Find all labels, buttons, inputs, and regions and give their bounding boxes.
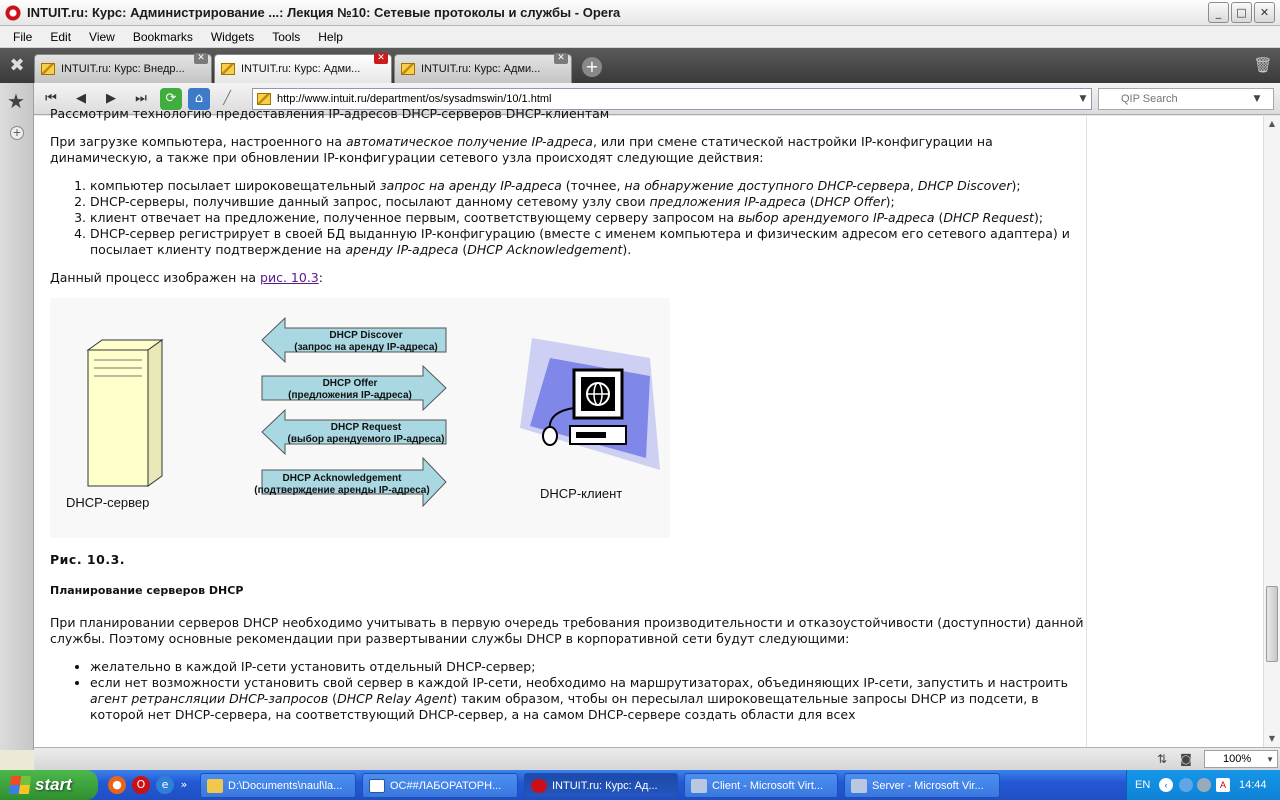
zoom-control[interactable] [1204, 750, 1278, 768]
list-item: 1. компьютер посылает широковещательный запрос на аренду IP-адреса (точнее, на обнаружение доступного DHCP-сервера, DHCP Discover); [90, 178, 1086, 194]
list-item: 4. DHCP-сервер регистрирует в своей БД выданную IP-конфигурацию (вместе с именем компьютера и физическим адресом его сетевого адаптера) и посылает клиенту подтверждение на аренду IP-адреса (DHCP Acknowledgement). [90, 226, 1086, 258]
trash-icon[interactable]: 🗑 [1253, 56, 1273, 74]
zoom-value: 100% [1223, 753, 1252, 765]
task-explorer[interactable]: D:\Documents\naul\la... [200, 773, 356, 798]
recommendations-list [50, 659, 1086, 723]
vertical-scrollbar[interactable] [1263, 116, 1280, 747]
search-field[interactable] [1098, 88, 1274, 110]
firefox-icon[interactable]: ● [108, 776, 126, 794]
start-label: start [35, 775, 72, 794]
site-favicon-icon [401, 63, 415, 75]
star-icon[interactable]: ★ [7, 89, 25, 113]
search-input[interactable] [1099, 92, 1249, 106]
network-icon[interactable] [1179, 778, 1193, 792]
arrow-discover-subtitle: (запрос на аренду IP-адреса) [294, 342, 438, 353]
minimize-button[interactable]: _ [1208, 2, 1229, 23]
back-icon[interactable]: ◀ [76, 91, 86, 106]
tab-label: INTUIT.ru: Курс: Внедр... [61, 63, 185, 75]
tab-3[interactable] [394, 54, 572, 83]
server-icon [88, 340, 162, 486]
camera-icon[interactable]: ◙ [1180, 752, 1192, 766]
cut-heading: Рассмотрим технологию предоставления IP-адресов DHCP-серверов DHCP-клиентам [50, 106, 610, 121]
client-computer-icon [520, 338, 660, 470]
tab-bar [0, 48, 1280, 83]
chevron-down-icon[interactable]: ▼ [1266, 754, 1274, 764]
internet-explorer-icon[interactable]: e [156, 776, 174, 794]
taskbar [0, 770, 1280, 800]
add-panel-icon[interactable]: + [10, 126, 24, 140]
tab-close-icon[interactable]: ✕ [194, 53, 208, 64]
collapse-tray-icon[interactable]: ‹ [1159, 778, 1173, 792]
arrow-offer-subtitle: (предложения IP-адреса) [288, 390, 412, 401]
wand-icon[interactable]: ╱ [223, 91, 231, 106]
chevron-down-icon[interactable]: ▼ [1253, 94, 1261, 104]
language-indicator[interactable]: EN [1135, 779, 1151, 791]
fast-forward-icon[interactable]: ⏭ [135, 91, 147, 106]
rewind-icon[interactable]: ⏮ [45, 91, 57, 106]
start-button[interactable] [0, 770, 98, 800]
tab-1[interactable] [34, 54, 212, 83]
site-favicon-icon [221, 63, 235, 75]
right-sidebar [1086, 116, 1263, 747]
process-paragraph: Данный процесс изображен на рис. 10.3: [50, 270, 323, 285]
acrobat-icon[interactable]: A [1216, 778, 1230, 792]
menu-help[interactable]: Help [318, 29, 343, 44]
paragraph-planning: При планировании серверов DHCP необходимо учитывать в первую очередь требования производительности и отказоустойчивости (доступности) данной службы. Поэтому основные рекомендации при развертывании службы DHCP в корпоративной сети будут следующими: [50, 615, 1084, 646]
opera-icon[interactable]: O [132, 776, 150, 794]
figure-caption: Рис. 10.3. [50, 552, 126, 567]
chevron-down-icon[interactable]: ▼ [1079, 94, 1087, 104]
site-favicon-icon [257, 93, 271, 105]
menu-tools[interactable]: Tools [272, 29, 301, 44]
home-icon[interactable]: ⌂ [188, 88, 210, 110]
section-heading: Планирование серверов DHCP [50, 584, 244, 597]
tab-label: INTUIT.ru: Курс: Адми... [421, 63, 541, 75]
figure-link[interactable]: рис. 10.3 [260, 270, 319, 285]
close-button[interactable]: ✕ [1254, 2, 1275, 23]
scroll-down-icon[interactable]: ▼ [1268, 734, 1276, 743]
paragraph-intro: При загрузке компьютера, настроенного на автоматическое получение IP-адреса, или при смене статической настройки IP-конфигурации на динамическую, а также при обновлении IP-конфигурации сетевого узла происходят следующие действия: [50, 134, 993, 165]
status-bar [34, 747, 1280, 770]
menu-edit[interactable]: Edit [50, 29, 72, 44]
new-tab-icon[interactable]: + [582, 57, 602, 77]
task-word[interactable]: ОС##ЛАБОРАТОРН... [362, 773, 518, 798]
arrow-request-subtitle: (выбор арендуемого IP-адреса) [287, 434, 445, 445]
menu-bookmarks[interactable]: Bookmarks [132, 29, 193, 44]
side-panel-strip [0, 83, 34, 750]
dhcp-diagram [50, 298, 670, 538]
reload-icon[interactable]: ⟳ [160, 88, 182, 110]
menu-widgets[interactable]: Widgets [210, 29, 255, 44]
menu-file[interactable]: File [13, 29, 33, 44]
steps-list [50, 178, 1086, 258]
opera-logo-icon [5, 5, 21, 21]
arrow-offer-title: DHCP Offer [322, 378, 378, 389]
arrow-discover-title: DHCP Discover [329, 330, 403, 341]
windows-logo-icon [9, 776, 32, 794]
tab-label: INTUIT.ru: Курс: Адми... [241, 63, 361, 75]
tab-close-icon[interactable]: ✕ [554, 53, 568, 64]
title-bar [0, 0, 1280, 26]
forward-icon[interactable]: ▶ [106, 91, 116, 106]
scroll-up-icon[interactable]: ▲ [1268, 119, 1276, 128]
arrow-request-title: DHCP Request [330, 422, 402, 433]
server-label: DHCP-сервер [66, 495, 150, 510]
maximize-button[interactable]: □ [1231, 2, 1252, 23]
client-label: DHCP-клиент [540, 486, 623, 501]
opera-icon [531, 779, 547, 793]
dhcp-figure [50, 298, 670, 538]
virtual-pc-icon [851, 779, 867, 793]
arrow-ack-title: DHCP Acknowledgement [282, 473, 402, 484]
virtual-pc-icon [691, 779, 707, 793]
scroll-thumb[interactable] [1266, 586, 1278, 662]
window-title: INTUIT.ru: Курс: Администрирование ...: Лекция №10: Сетевые протоколы и службы - Opera [27, 5, 621, 20]
menu-bar [0, 26, 1280, 48]
list-item: • желательно в каждой IP-сети установить отдельный DHCP-сервер; [90, 659, 1086, 675]
task-opera[interactable]: INTUIT.ru: Курс: Ад... [524, 773, 678, 798]
more-icon[interactable]: » [180, 778, 188, 791]
volume-icon[interactable] [1197, 778, 1211, 792]
list-item: • если нет возможности установить свой сервер в каждой IP-сети, необходимо на маршрутизаторах, объединяющих IP-сети, запустить и настроить агент ретрансляции DHCP-запросов (DHCP Relay Agent) таким образом, чтобы он пересылал широковещательные запросы DHCP из подсети, в которой нет DHCP-сервера, на соответствующий DHCP-сервер, а на самом DHCP-сервере создать области для всех [90, 675, 1086, 723]
system-tray [1126, 770, 1280, 800]
arrow-ack-subtitle: (подтверждение аренды IP-адреса) [254, 485, 430, 496]
wrench-icon[interactable]: ✖ [9, 55, 25, 76]
clock: 14:44 [1239, 779, 1267, 791]
url-text[interactable]: http://www.intuit.ru/department/os/sysadmswin/10/1.html [277, 93, 552, 105]
tab-2-active[interactable] [214, 54, 392, 83]
task-client-vm[interactable]: Client - Microsoft Virt... [684, 773, 838, 798]
list-item: 2. DHCP-серверы, получившие данный запрос, посылают данному сетевому узлу свои предложения IP-адреса (DHCP Offer); [90, 194, 1086, 210]
network-icon[interactable]: ⇅ [1156, 752, 1168, 766]
tab-close-icon[interactable]: ✕ [374, 53, 388, 64]
folder-icon [207, 779, 223, 793]
word-icon [369, 779, 385, 793]
menu-view[interactable]: View [89, 29, 115, 44]
article [50, 106, 1086, 723]
page-content [34, 106, 1263, 747]
site-favicon-icon [41, 63, 55, 75]
list-item: 3. клиент отвечает на предложение, полученное первым, соответствующему серверу запросом на выбор арендуемого IP-адреса (DHCP Request); [90, 210, 1086, 226]
task-server-vm[interactable]: Server - Microsoft Vir... [844, 773, 1000, 798]
